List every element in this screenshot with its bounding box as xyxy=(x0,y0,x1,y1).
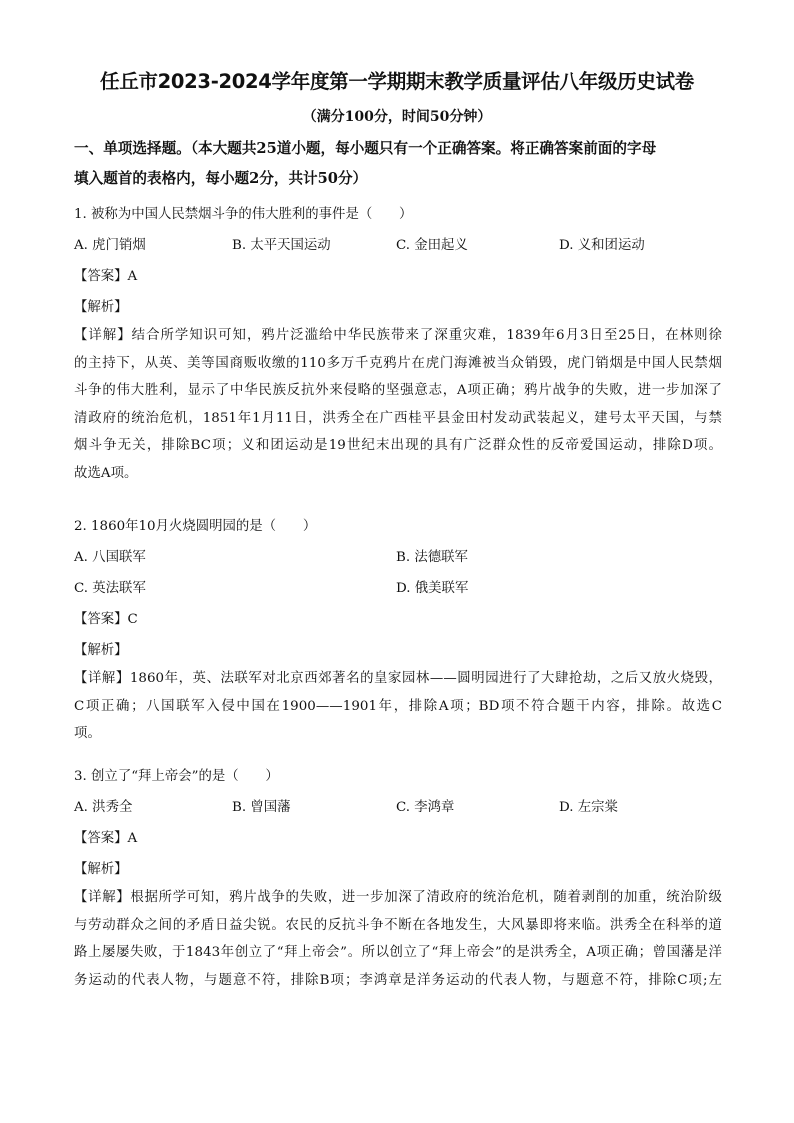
question-option: A. 八国联军 xyxy=(74,550,146,565)
analysis-label: 【解析】 xyxy=(74,643,128,658)
analysis-label: 【解析】 xyxy=(74,300,128,315)
question-stem: 3. 创立了“拜上帝会”的是（ ） xyxy=(74,769,279,784)
question-option: B. 曾国藩 xyxy=(232,800,291,815)
question-option: D. 义和团运动 xyxy=(559,238,645,253)
question-option: C. 英法联军 xyxy=(74,581,146,596)
detail-line: 路上屡屡失败，于1843年创立了“拜上帝会”。所以创立了“拜上帝会”的是洪秀全，A项正确；曾国藩是洋 xyxy=(74,945,722,961)
detail-line: 斗争的伟大胜利，显示了中华民族反抗外来侵略的坚强意志，A项正确；鸦片战争的失败，进一步加深了 xyxy=(74,383,722,399)
question-option: B. 太平天国运动 xyxy=(232,238,331,253)
detail-line: 与劳动群众之间的矛盾日益尖锐。农民的反抗斗争不断在各地发生，大风暴即将来临。洪秀全在科举的道 xyxy=(74,917,722,933)
answer-label: 【答案】A xyxy=(74,269,138,284)
detail-line: 的主持下，从英、美等国商贩收缴的110多万千克鸦片在虎门海滩被当众销毁，虎门销烟是中国人民禁烟 xyxy=(74,355,722,371)
detail-paragraph xyxy=(74,322,722,488)
question-option: A. 虎门销烟 xyxy=(74,238,146,253)
section-heading-line: 填入题首的表格内，每小题2分，共计50分） xyxy=(74,170,368,187)
question-option: A. 洪秀全 xyxy=(74,800,133,815)
page-title: 任丘市2023-2024学年度第一学期期末教学质量评估八年级历史试卷 xyxy=(100,70,694,93)
detail-line: 【详解】结合所学知识可知，鸦片泛滥给中华民族带来了深重灾难，1839年6月3日至25日，在林则徐 xyxy=(74,328,722,343)
page-subtitle: （满分100分，时间50分钟） xyxy=(302,109,492,125)
detail-line: 烟斗争无关，排除BC项；义和团运动是19世纪末出现的具有广泛群众性的反帝爱国运动，排除D项。 xyxy=(74,438,722,454)
detail-line: 【详解】1860年，英、法联军对北京西郊著名的皇家园林——圆明园进行了大肆抢劫，之后又放火烧毁， xyxy=(74,671,722,686)
answer-label: 【答案】A xyxy=(74,831,138,846)
detail-line: 故选A项。 xyxy=(74,465,138,481)
detail-paragraph xyxy=(74,884,722,994)
question-stem: 1. 被称为中国人民禁烟斗争的伟大胜利的事件是（ ） xyxy=(74,207,413,222)
question-option: C. 李鸿章 xyxy=(396,800,455,815)
question-option: D. 俄美联军 xyxy=(396,581,469,596)
question-option: C. 金田起义 xyxy=(396,238,468,253)
detail-line: 务运动的代表人物，与题意不符，排除B项；李鸿章是洋务运动的代表人物，与题意不符，排除C项;左 xyxy=(74,972,722,988)
detail-paragraph xyxy=(74,665,722,748)
detail-line: C项正确；八国联军入侵中国在1900——1901年，排除A项；BD项不符合题干内容，排除。故选C xyxy=(74,698,722,714)
section-heading xyxy=(74,134,724,194)
question-option: D. 左宗棠 xyxy=(559,800,618,815)
answer-label: 【答案】C xyxy=(74,612,138,627)
detail-line: 清政府的统治危机，1851年1月11日，洪秀全在广西桂平县金田村发动武装起义，建号太平天国，与禁 xyxy=(74,410,722,426)
question-option: B. 法德联军 xyxy=(396,550,468,565)
section-heading-line: 一、单项选择题。（本大题共25道小题，每小题只有一个正确答案。将正确答案前面的字母 xyxy=(74,140,657,157)
detail-line: 【详解】根据所学可知，鸦片战争的失败，进一步加深了清政府的统治危机，随着剥削的加重，统治阶级 xyxy=(74,890,722,905)
detail-line: 项。 xyxy=(74,726,101,742)
question-stem: 2. 1860年10月火烧圆明园的是（ ） xyxy=(74,519,317,534)
analysis-label: 【解析】 xyxy=(74,862,128,877)
